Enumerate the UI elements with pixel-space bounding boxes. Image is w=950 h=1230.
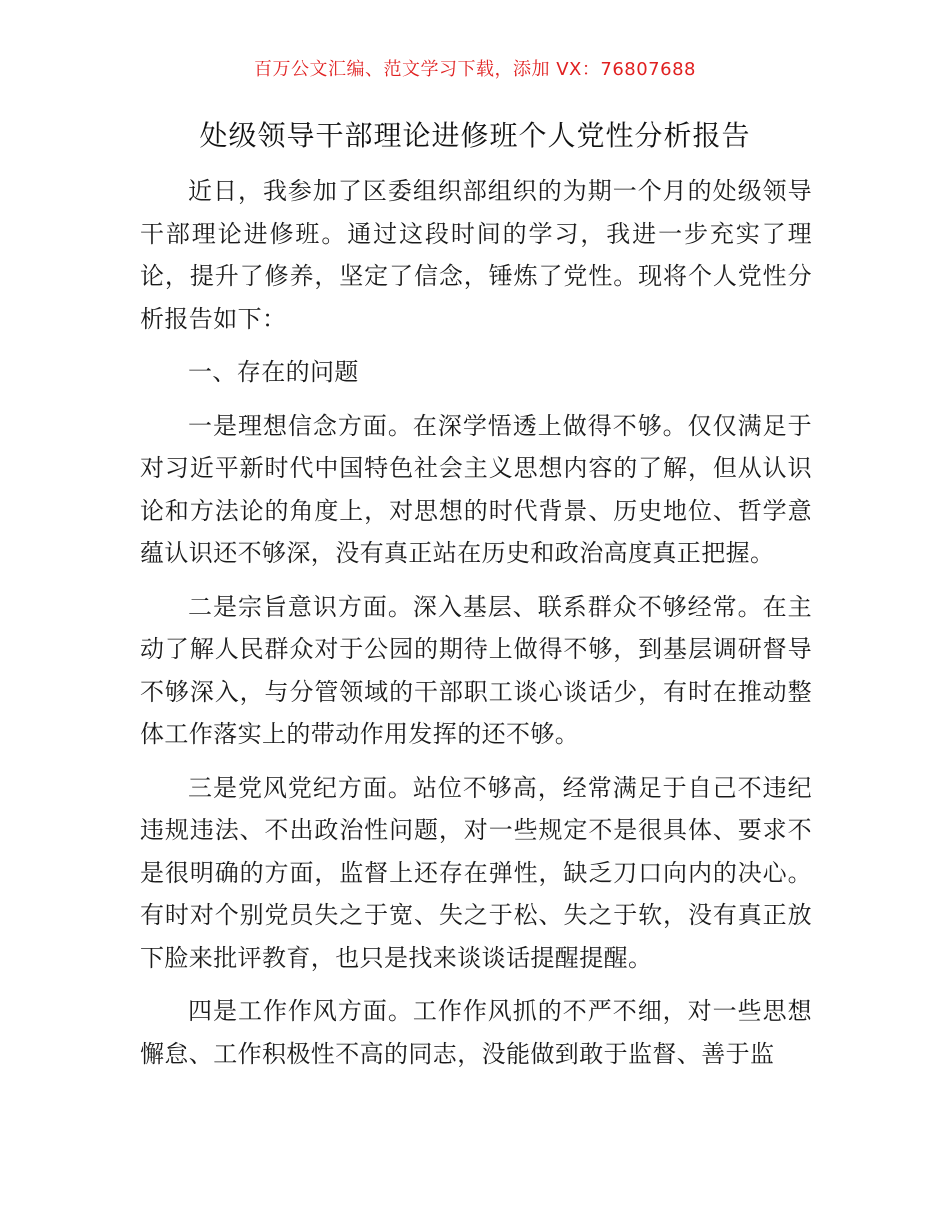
paragraph-ideals-beliefs: 一是理想信念方面。在深学悟透上做得不够。仅仅满足于对习近平新时代中国特色社会主义思想内容的了解，但从认识论和方法论的角度上，对思想的时代背景、历史地位、哲学意蕴认识还不够深，没有真正站在历史和政治高度真正把握。	[140, 411, 812, 567]
document-body	[140, 170, 812, 1086]
paragraph-purpose-awareness: 二是宗旨意识方面。深入基层、联系群众不够经常。在主动了解人民群众对于公园的期待上做得不够，到基层调研督导不够深入，与分管领域的干部职工谈心谈话少，有时在推动整体工作落实上的带动作用发挥的还不够。	[140, 592, 812, 748]
paragraph-party-discipline: 三是党风党纪方面。站位不够高，经常满足于自己不违纪违规违法、不出政治性问题，对一些规定不是很具体、要求不是很明确的方面，监督上还存在弹性，缺乏刀口向内的决心。有时对个别党员失之于宽、失之于松、失之于软，没有真正放下脸来批评教育，也只是找来谈谈话提醒提醒。	[140, 773, 812, 972]
document-title: 处级领导干部理论进修班个人党性分析报告	[199, 119, 751, 152]
paragraph-intro: 近日，我参加了区委组织部组织的为期一个月的处级领导干部理论进修班。通过这段时间的学习，我进一步充实了理论，提升了修养，坚定了信念，锤炼了党性。现将个人党性分析报告如下：	[140, 177, 812, 333]
paragraph-work-style: 四是工作作风方面。工作作风抓的不严不细，对一些思想懈怠、工作积极性不高的同志，没能做到敢于监督、善于监	[140, 997, 812, 1068]
section-heading-problems: 一、存在的问题	[188, 358, 359, 386]
watermark-header: 百万公文汇编、范文学习下载，添加 VX：76807688	[254, 59, 696, 80]
